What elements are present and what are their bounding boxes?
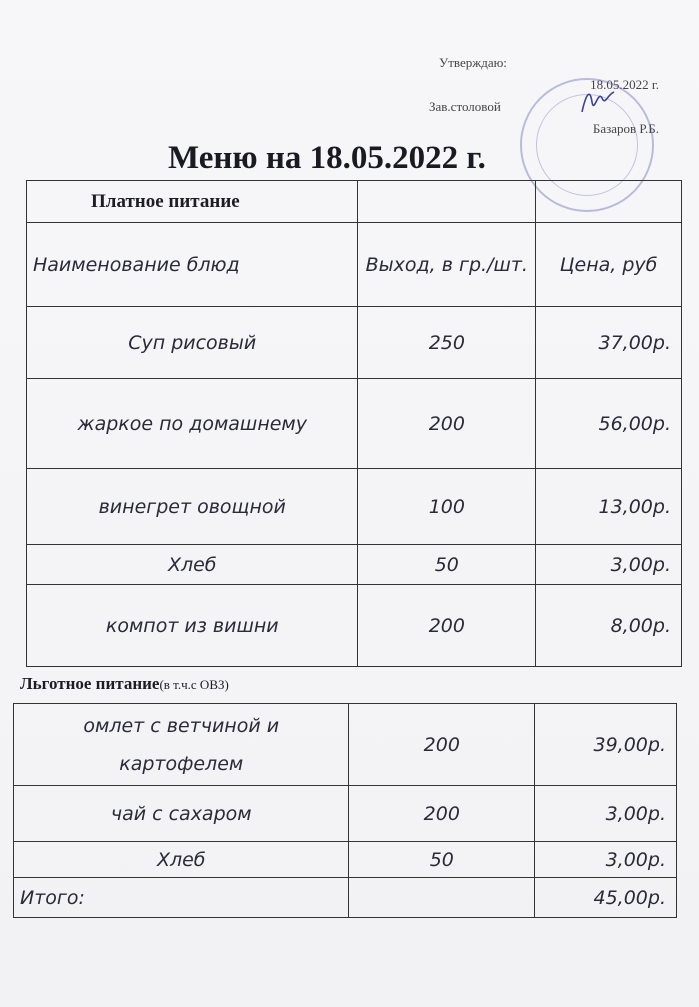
dish-price: 39,00р.: [535, 704, 677, 786]
header-row: [27, 223, 682, 307]
dish-name: винегрет овощной: [27, 469, 358, 545]
header-name: Наименование блюд: [27, 223, 358, 307]
approval-date: 18.05.2022 г.: [590, 77, 659, 92]
dish-name: Суп рисовый: [27, 307, 358, 379]
table-row: [14, 842, 677, 878]
dish-output: 50: [358, 545, 536, 585]
table-row: [27, 469, 682, 545]
dish-name: компот из вишни: [27, 585, 358, 667]
table-row: [14, 704, 677, 786]
table-row: [27, 379, 682, 469]
total-row: [14, 878, 677, 918]
dish-output: 200: [349, 704, 535, 786]
table-row: [27, 545, 682, 585]
dish-name: чай с сахаром: [14, 786, 349, 842]
dish-price: 8,00р.: [536, 585, 682, 667]
table-row: [27, 307, 682, 379]
dish-price: 3,00р.: [535, 842, 677, 878]
approval-heading: Утверждаю:: [439, 55, 507, 70]
table-row: [27, 585, 682, 667]
preferential-section-heading: [20, 674, 229, 694]
header-output: Выход, в гр./шт.: [358, 223, 536, 307]
dish-price: 3,00р.: [535, 786, 677, 842]
dish-output: 200: [358, 379, 536, 469]
dish-price: 56,00р.: [536, 379, 682, 469]
paid-menu-table: [26, 180, 682, 667]
total-label: Итого:: [14, 878, 349, 918]
paid-section-title: Платное питание: [27, 181, 358, 223]
table-row: [14, 786, 677, 842]
paid-section-row: [27, 181, 682, 223]
signature-icon: [578, 84, 618, 118]
approval-name: Базаров Р.Б.: [592, 121, 659, 136]
dish-name: омлет с ветчиной и картофелем: [14, 704, 349, 786]
approval-position: Зав.столовой: [429, 99, 501, 114]
dish-output: 50: [349, 842, 535, 878]
dish-name: Хлеб: [27, 545, 358, 585]
preferential-menu-table: [13, 703, 677, 918]
dish-output: 200: [349, 786, 535, 842]
header-price: Цена, руб: [536, 223, 682, 307]
dish-name: Хлеб: [14, 842, 349, 878]
dish-output: 250: [358, 307, 536, 379]
dish-price: 3,00р.: [536, 545, 682, 585]
page-title: Меню на 18.05.2022 г.: [168, 140, 486, 176]
dish-name: жаркое по домашнему: [27, 379, 358, 469]
preferential-section-title: Льготное питание: [20, 674, 160, 693]
dish-price: 13,00р.: [536, 469, 682, 545]
dish-output: 200: [358, 585, 536, 667]
preferential-section-note: (в т.ч.с ОВЗ): [159, 677, 229, 692]
dish-price: 37,00р.: [536, 307, 682, 379]
dish-output: 100: [358, 469, 536, 545]
total-price: 45,00р.: [535, 878, 677, 918]
